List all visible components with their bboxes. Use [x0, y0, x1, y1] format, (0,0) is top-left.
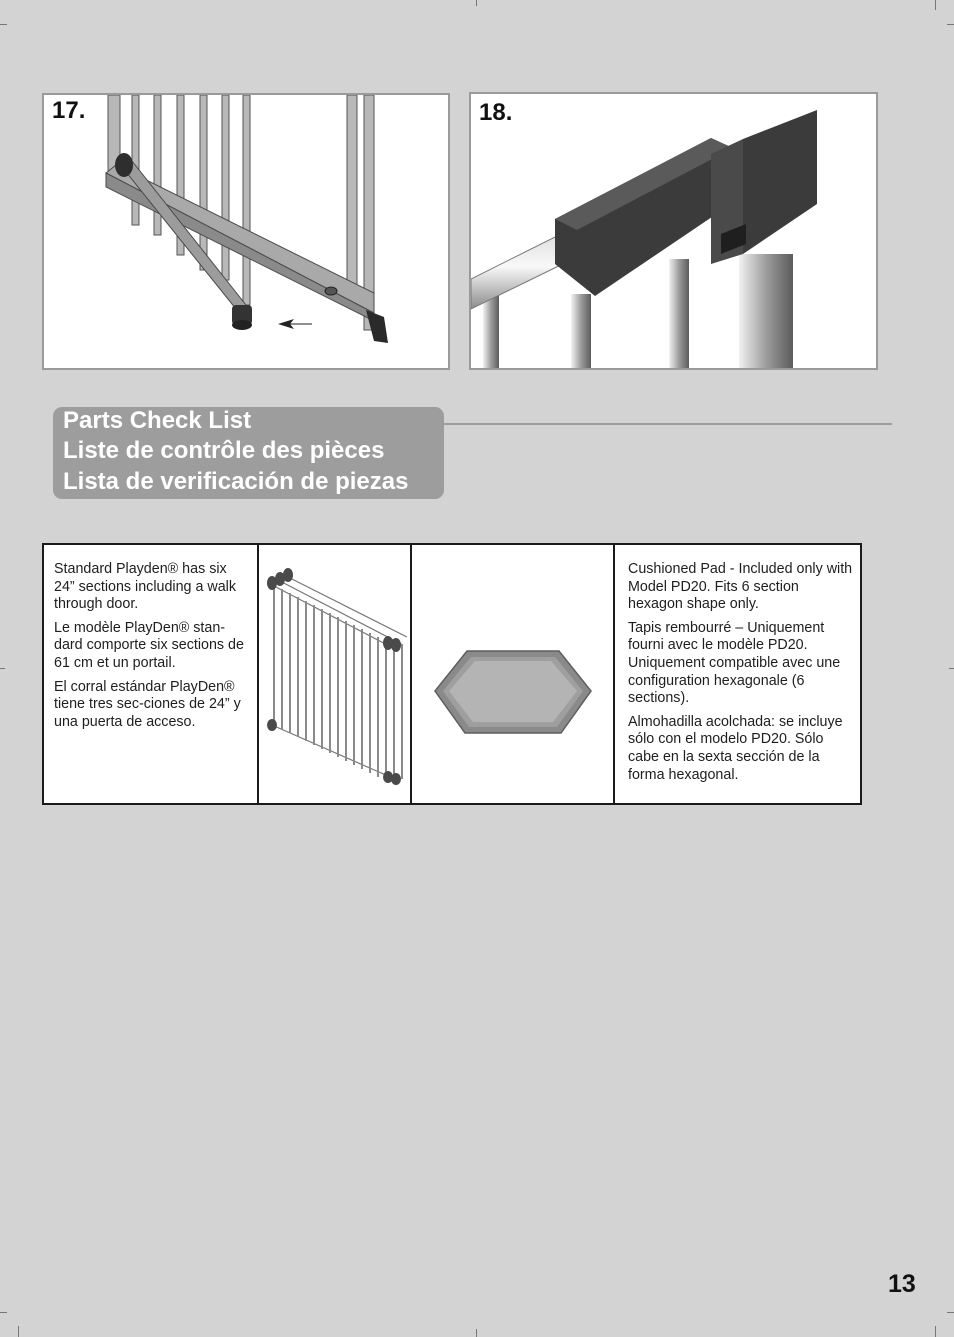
hexagon-pad-image [431, 647, 595, 737]
cushioned-pad-description-fr: Tapis rembourré – Uniquement fourni avec le modèle PD20. Uniquement compatible avec une configuration hexagonale (6 sections). [628, 619, 841, 707]
playden-description-fr: Le modèle PlayDen® stan-dard comporte six sections de 61 cm et un portail. [54, 619, 244, 671]
cushioned-pad-description-es: Almohadilla acolchada: se incluye sólo con el modelo PD20. Sólo cabe en la sexta sección de la forma hexagonal. [628, 713, 843, 783]
crop-mark [0, 668, 5, 669]
figure-18-number: 18. [479, 99, 513, 126]
heading-spanish: Lista de verificación de piezas [63, 468, 409, 495]
crop-mark [0, 1312, 7, 1313]
crop-mark [947, 24, 954, 25]
heading-french: Liste de contrôle des pièces [63, 437, 385, 464]
crop-mark [0, 24, 7, 25]
figure-17-number: 17. [52, 97, 86, 124]
crop-mark [949, 668, 954, 669]
playden-panels-image [262, 565, 412, 795]
table-divider [257, 545, 259, 803]
crop-mark [935, 1326, 936, 1337]
rail-connector-illustration [471, 94, 876, 368]
figure-17 [42, 93, 450, 370]
parts-check-list-heading [53, 407, 444, 499]
crop-mark [476, 0, 477, 6]
crop-mark [476, 1329, 477, 1337]
parts-table [42, 543, 862, 805]
heading-rule [444, 423, 892, 425]
cushioned-pad-description-en: Cushioned Pad - Included only with Model PD20. Fits 6 section hexagon shape only. [628, 561, 853, 613]
crop-mark [935, 0, 936, 10]
table-divider [613, 545, 615, 803]
figure-18 [469, 92, 878, 370]
gate-corner-illustration [44, 95, 448, 368]
crop-mark [947, 1312, 954, 1313]
page-number: 13 [888, 1270, 916, 1298]
heading-english: Parts Check List [63, 407, 252, 434]
playden-description-es: El corral estándar PlayDen® tiene tres sec-ciones de 24” y una puerta de acceso. [54, 678, 241, 730]
cushioned-pad-description [628, 561, 854, 790]
playden-description-en: Standard Playden® has six 24” sections including a walk through door. [54, 561, 236, 613]
playden-description [54, 561, 249, 737]
crop-mark [18, 1326, 19, 1337]
